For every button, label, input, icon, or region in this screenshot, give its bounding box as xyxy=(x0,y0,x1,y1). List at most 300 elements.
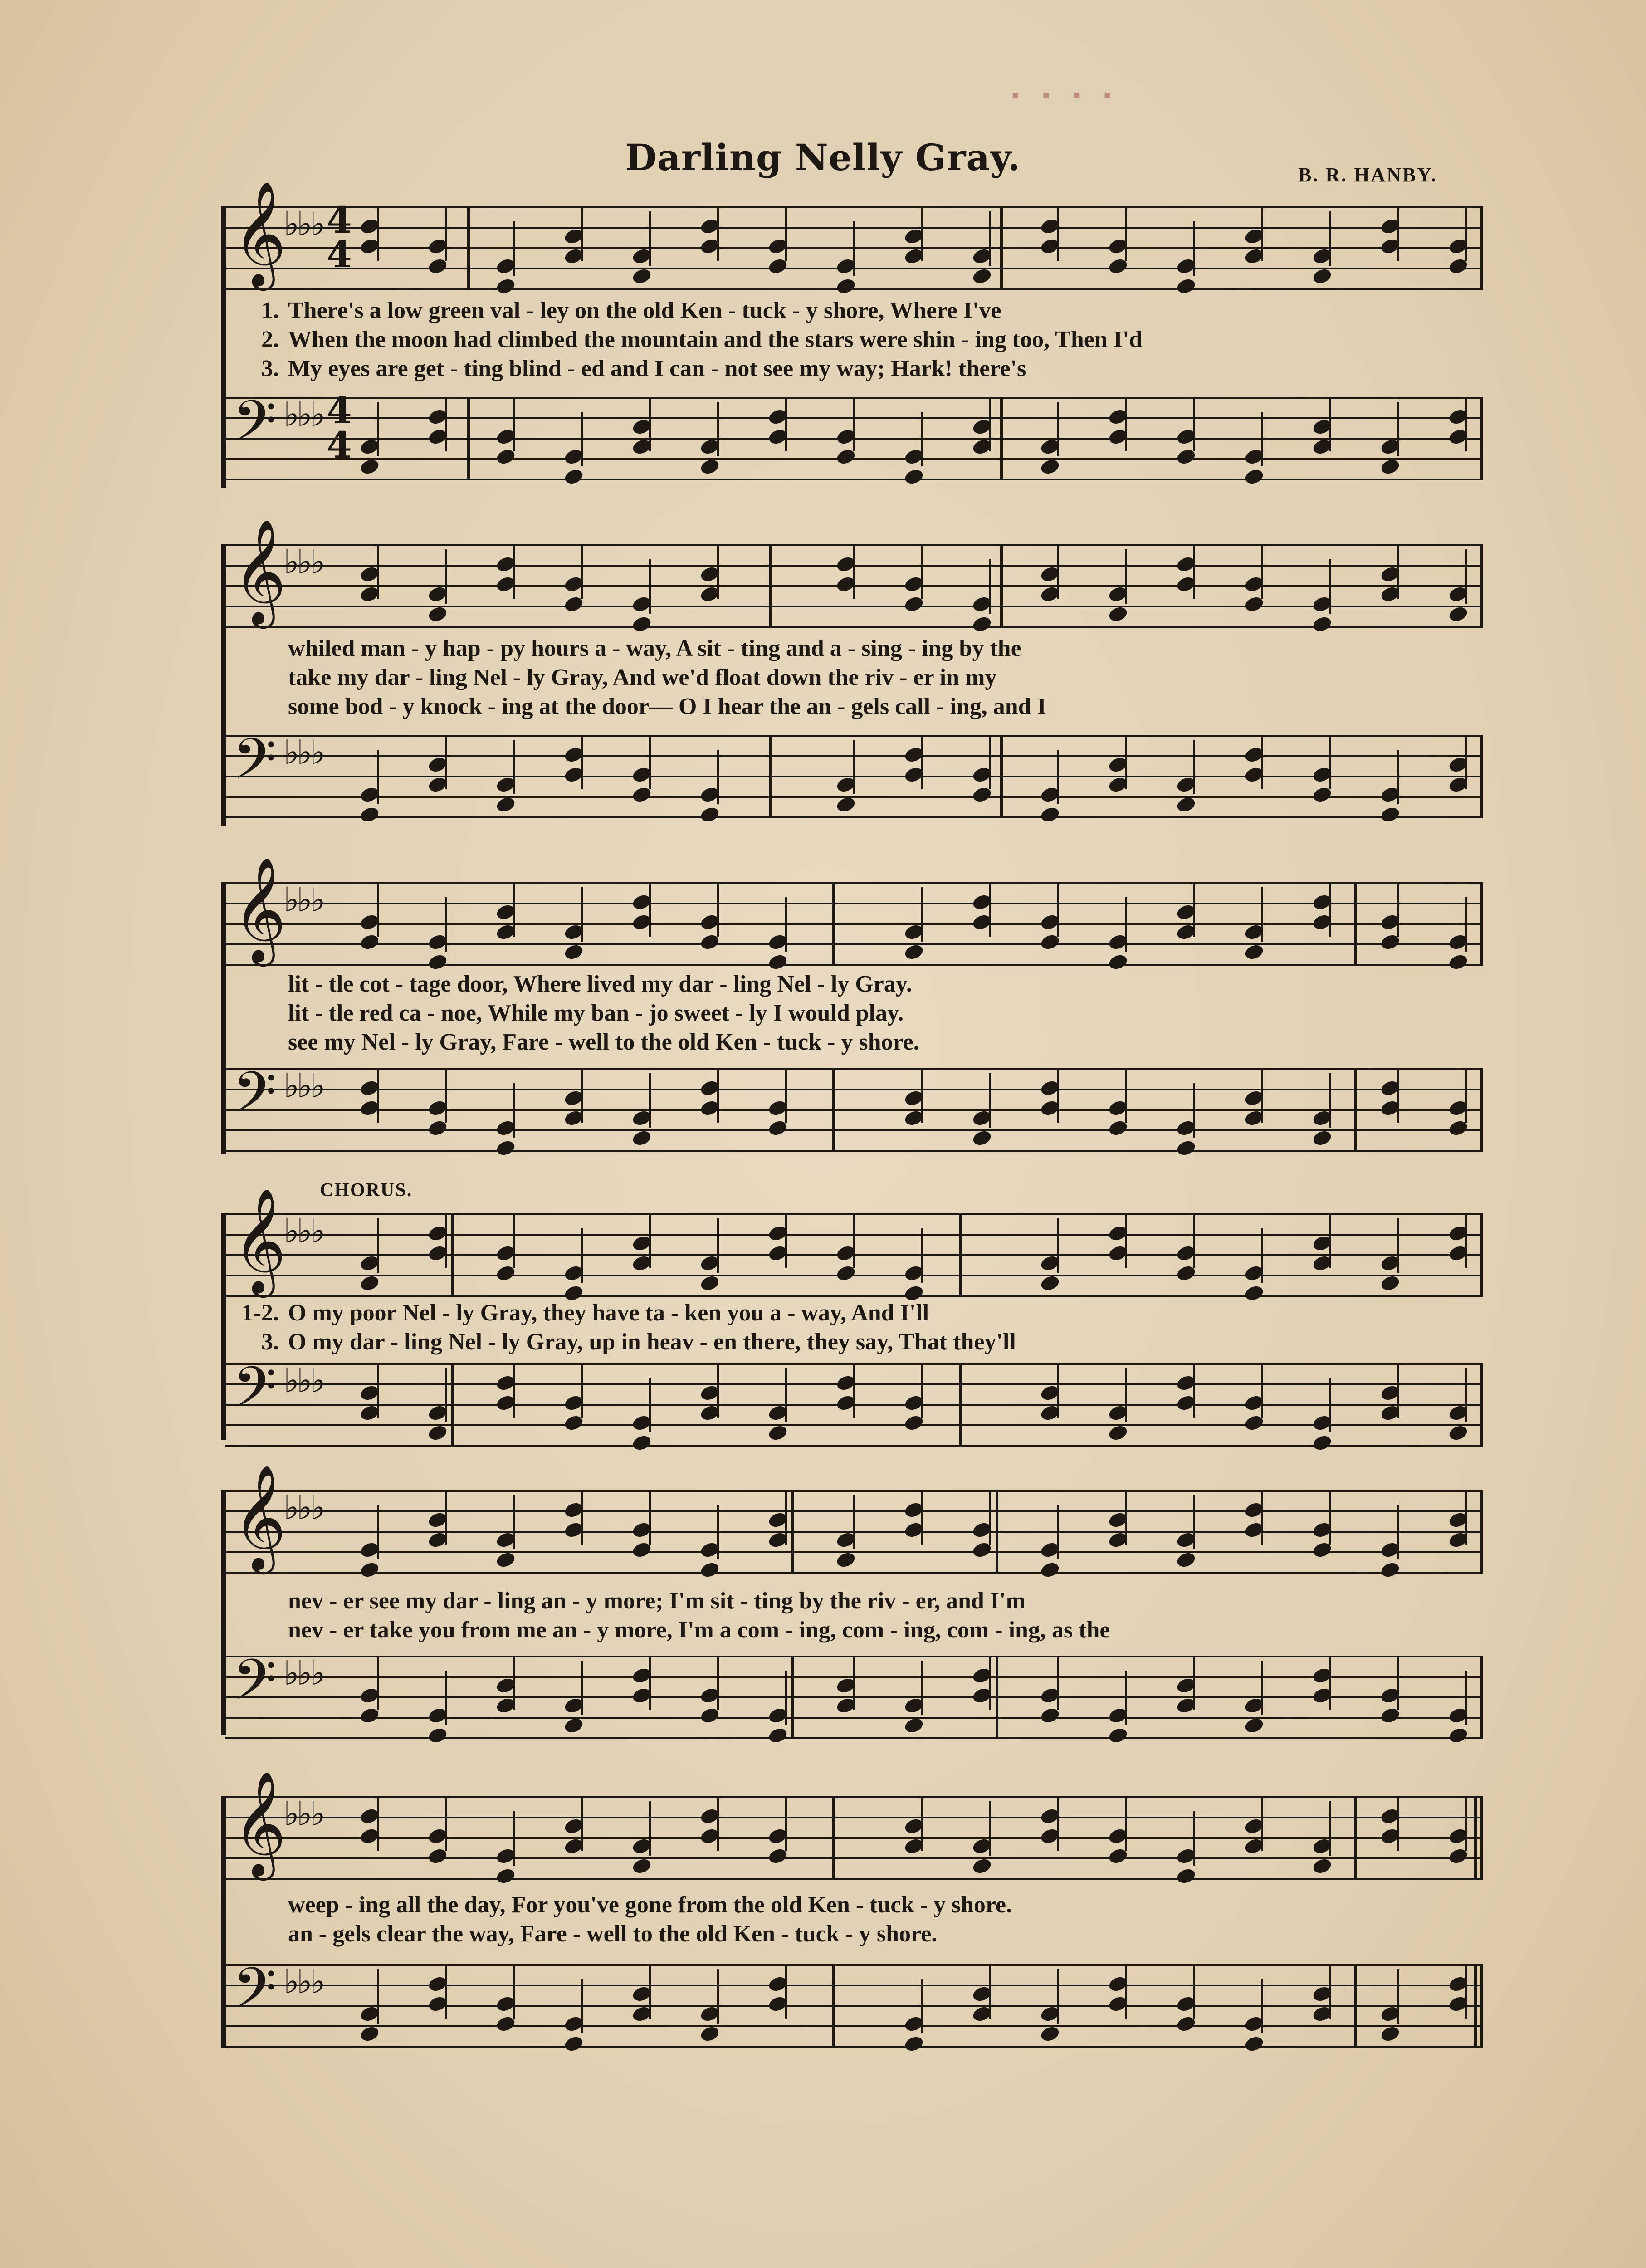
note-stem xyxy=(445,1964,447,2019)
song-title: Darling Nelly Gray. xyxy=(625,136,1021,179)
notehead xyxy=(903,943,925,962)
barline xyxy=(832,1796,835,1880)
note-stem xyxy=(1465,1964,1467,2019)
treble-clef-icon: 𝄞 xyxy=(233,1464,287,1570)
bass-staff xyxy=(225,1060,1483,1152)
note-stem xyxy=(1329,211,1331,266)
note-stem xyxy=(717,1505,719,1559)
note-stem xyxy=(649,735,651,789)
notehead xyxy=(699,1274,721,1293)
note-stem xyxy=(1193,1811,1195,1866)
bass-staff xyxy=(225,727,1483,818)
note-stem xyxy=(717,402,719,456)
barline xyxy=(1480,206,1483,290)
note-stem xyxy=(785,1368,787,1422)
faded-stamp-mark: ▪ ▪ ▪ ▪ xyxy=(1011,82,1120,108)
lyric-line: whiled man - y hap - py hours a - way, A sit - ting and a - sing - ing by the xyxy=(288,635,1021,661)
barline xyxy=(1354,1068,1357,1152)
barline xyxy=(1480,1213,1483,1297)
notehead xyxy=(767,1726,789,1745)
note-stem xyxy=(1057,1218,1059,1273)
note-stem xyxy=(649,1801,651,1856)
note-stem xyxy=(1397,1505,1399,1559)
note-stem xyxy=(1329,397,1331,451)
note-stem xyxy=(1397,750,1399,804)
barline xyxy=(791,1656,794,1739)
note-stem xyxy=(581,1979,583,2033)
final-barline xyxy=(1474,1964,1477,2048)
note-stem xyxy=(1397,1068,1399,1123)
note-stem xyxy=(377,882,379,937)
note-stem xyxy=(785,1213,787,1268)
notehead xyxy=(971,1129,993,1148)
notehead xyxy=(631,1857,653,1876)
key-signature-icon: ♭♭♭ xyxy=(283,1654,323,1693)
notehead xyxy=(359,806,381,824)
notehead xyxy=(835,796,857,814)
final-barline xyxy=(1480,1796,1483,1880)
key-signature-icon: ♭♭♭ xyxy=(283,543,323,582)
notehead xyxy=(495,1867,517,1886)
note-stem xyxy=(581,1796,583,1851)
notehead xyxy=(563,943,585,962)
notehead xyxy=(1447,1424,1469,1442)
note-stem xyxy=(853,1213,855,1268)
barline xyxy=(1000,397,1003,480)
notehead xyxy=(427,605,449,624)
treble-clef-icon: 𝄞 xyxy=(233,518,287,624)
barline xyxy=(467,206,470,290)
barline xyxy=(1354,1796,1357,1880)
note-stem xyxy=(921,1068,923,1123)
note-stem xyxy=(581,735,583,789)
note-stem xyxy=(445,549,447,604)
barline xyxy=(1000,544,1003,628)
notehead xyxy=(427,1424,449,1442)
note-stem xyxy=(989,559,991,614)
note-stem xyxy=(1261,1796,1263,1851)
note-stem xyxy=(717,1218,719,1273)
notehead xyxy=(1379,2025,1401,2043)
treble-staff xyxy=(225,856,1483,966)
note-stem xyxy=(1261,1068,1263,1123)
note-stem xyxy=(581,1363,583,1418)
note-stem xyxy=(1465,735,1467,789)
notehead xyxy=(1447,605,1469,624)
note-stem xyxy=(649,1073,651,1128)
composer-credit: B. R. HANBY. xyxy=(1298,164,1437,186)
notehead xyxy=(699,458,721,476)
note-stem xyxy=(921,1979,923,2033)
note-stem xyxy=(377,1796,379,1851)
note-stem xyxy=(445,1671,447,1725)
notehead xyxy=(359,1561,381,1579)
notehead xyxy=(1311,1857,1333,1876)
notehead xyxy=(1039,1561,1061,1579)
notehead xyxy=(359,2025,381,2043)
notehead xyxy=(1107,953,1129,972)
note-stem xyxy=(1193,544,1195,599)
notehead xyxy=(1379,1274,1401,1293)
barline xyxy=(1354,882,1357,966)
note-stem xyxy=(717,750,719,804)
barline xyxy=(1480,882,1483,966)
barline xyxy=(769,544,772,628)
note-stem xyxy=(1261,206,1263,261)
treble-clef-icon: 𝄞 xyxy=(233,856,287,962)
lyric-line: lit - tle cot - tage door, Where lived my dar - ling Nel - ly Gray. xyxy=(288,971,912,997)
note-stem xyxy=(513,1363,515,1418)
note-stem xyxy=(1261,1363,1263,1418)
treble-staff xyxy=(225,518,1483,628)
note-stem xyxy=(1057,750,1059,804)
note-stem xyxy=(377,1505,379,1559)
note-stem xyxy=(581,1228,583,1283)
note-stem xyxy=(717,1796,719,1851)
notehead xyxy=(1311,267,1333,286)
barline xyxy=(769,735,772,818)
treble-clef-icon: 𝄞 xyxy=(233,181,287,286)
note-stem xyxy=(1193,221,1195,276)
note-stem xyxy=(1465,549,1467,604)
barline xyxy=(959,1213,962,1297)
bass-staff xyxy=(225,389,1483,480)
key-signature-icon: ♭♭♭ xyxy=(283,1361,323,1400)
notehead xyxy=(1447,1726,1469,1745)
note-stem xyxy=(1261,1228,1263,1283)
lyric-line: 1-2. O my poor Nel - ly Gray, they have ta - ken you a - way, And I'll xyxy=(241,1300,929,1326)
notehead xyxy=(1243,2035,1265,2053)
note-stem xyxy=(717,1969,719,2024)
notehead xyxy=(631,267,653,286)
note-stem xyxy=(1057,882,1059,937)
bass-staff xyxy=(225,1355,1483,1447)
note-stem xyxy=(445,1368,447,1422)
barline xyxy=(832,1068,835,1152)
note-stem xyxy=(1397,1656,1399,1710)
notehead xyxy=(427,953,449,972)
note-stem xyxy=(1261,1979,1263,2033)
note-stem xyxy=(1057,206,1059,261)
note-stem xyxy=(989,1656,991,1710)
notehead xyxy=(1107,605,1129,624)
key-signature-icon: ♭♭♭ xyxy=(283,205,323,244)
notehead xyxy=(1039,1274,1061,1293)
note-stem xyxy=(513,1083,515,1138)
note-stem xyxy=(1397,402,1399,456)
barline xyxy=(467,397,470,480)
note-stem xyxy=(853,1363,855,1418)
notehead xyxy=(699,2025,721,2043)
note-stem xyxy=(581,412,583,466)
barline xyxy=(1480,1656,1483,1739)
note-stem xyxy=(921,1661,923,1715)
note-stem xyxy=(717,206,719,261)
notehead xyxy=(767,1424,789,1442)
note-stem xyxy=(1125,1213,1127,1268)
note-stem xyxy=(649,397,651,451)
key-signature-icon: ♭♭♭ xyxy=(283,880,323,919)
note-stem xyxy=(1057,1969,1059,2024)
note-stem xyxy=(1397,1218,1399,1273)
note-stem xyxy=(1397,1363,1399,1418)
note-stem xyxy=(921,1228,923,1283)
key-signature-icon: ♭♭♭ xyxy=(283,733,323,772)
note-stem xyxy=(989,735,991,789)
note-stem xyxy=(649,1656,651,1710)
note-stem xyxy=(513,1495,515,1549)
note-stem xyxy=(717,882,719,937)
note-stem xyxy=(581,206,583,261)
bass-staff xyxy=(225,1647,1483,1739)
note-stem xyxy=(513,1811,515,1866)
note-stem xyxy=(1261,735,1263,789)
note-stem xyxy=(649,1964,651,2019)
notehead xyxy=(495,277,517,296)
notehead xyxy=(359,1274,381,1293)
note-stem xyxy=(853,221,855,276)
notehead xyxy=(631,1434,653,1452)
lyric-line: some bod - y knock - ing at the door— O I hear the an - gels call - ing, and I xyxy=(288,694,1046,719)
notehead xyxy=(1039,806,1061,824)
note-stem xyxy=(921,887,923,942)
bass-clef-icon: 𝄢 xyxy=(233,389,277,468)
notehead xyxy=(495,796,517,814)
note-stem xyxy=(989,211,991,266)
note-stem xyxy=(581,1068,583,1123)
notehead xyxy=(1311,1129,1333,1148)
note-stem xyxy=(581,1661,583,1715)
note-stem xyxy=(649,559,651,614)
note-stem xyxy=(1465,1490,1467,1545)
key-signature-icon: ♭♭♭ xyxy=(283,1212,323,1251)
note-stem xyxy=(1397,544,1399,599)
note-stem xyxy=(445,206,447,261)
time-signature: 4 4 xyxy=(327,389,352,466)
note-stem xyxy=(853,1656,855,1710)
note-stem xyxy=(445,397,447,451)
note-stem xyxy=(1465,1213,1467,1268)
notehead xyxy=(1447,953,1469,972)
note-stem xyxy=(445,1068,447,1123)
notehead xyxy=(1039,458,1061,476)
notehead xyxy=(699,1561,721,1579)
note-stem xyxy=(853,740,855,794)
note-stem xyxy=(513,1964,515,2019)
note-stem xyxy=(513,397,515,451)
note-stem xyxy=(1125,397,1127,451)
notehead xyxy=(563,468,585,486)
note-stem xyxy=(1397,1796,1399,1851)
note-stem xyxy=(1125,549,1127,604)
note-stem xyxy=(717,1656,719,1710)
note-stem xyxy=(1397,882,1399,937)
notehead xyxy=(1311,1434,1333,1452)
note-stem xyxy=(1329,559,1331,614)
key-signature-icon: ♭♭♭ xyxy=(283,1066,323,1105)
note-stem xyxy=(921,1490,923,1545)
treble-clef-icon: 𝄞 xyxy=(233,1770,287,1876)
note-stem xyxy=(921,1363,923,1418)
notehead xyxy=(1243,943,1265,962)
note-stem xyxy=(513,882,515,937)
note-stem xyxy=(513,1213,515,1268)
note-stem xyxy=(1261,1661,1263,1715)
note-stem xyxy=(1465,1796,1467,1851)
lyric-line: 3. O my dar - ling Nel - ly Gray, up in heav - en there, they say, That they'll xyxy=(261,1329,1016,1355)
note-stem xyxy=(1329,1964,1331,2019)
note-stem xyxy=(377,544,379,599)
barline xyxy=(1480,1068,1483,1152)
note-stem xyxy=(1057,1363,1059,1418)
note-stem xyxy=(377,206,379,261)
bass-clef-icon: 𝄢 xyxy=(233,727,277,806)
note-stem xyxy=(717,1363,719,1418)
note-stem xyxy=(445,1796,447,1851)
note-stem xyxy=(785,1490,787,1545)
notehead xyxy=(971,615,993,634)
note-stem xyxy=(1261,412,1263,466)
barline xyxy=(996,1656,998,1739)
note-stem xyxy=(1465,1368,1467,1422)
note-stem xyxy=(989,1964,991,2019)
note-stem xyxy=(1057,1505,1059,1559)
barline xyxy=(996,1490,998,1574)
note-stem xyxy=(1125,1671,1127,1725)
note-stem xyxy=(1193,1964,1195,2019)
note-stem xyxy=(377,1068,379,1123)
note-stem xyxy=(921,735,923,789)
notehead xyxy=(699,806,721,824)
note-stem xyxy=(1057,544,1059,599)
note-stem xyxy=(377,1969,379,2024)
barline xyxy=(832,1964,835,2048)
note-stem xyxy=(853,1495,855,1549)
notehead xyxy=(1107,1424,1129,1442)
notehead xyxy=(835,1551,857,1569)
notehead xyxy=(1311,615,1333,634)
notehead xyxy=(495,1139,517,1158)
note-stem xyxy=(1329,1213,1331,1268)
note-stem xyxy=(1465,897,1467,952)
note-stem xyxy=(445,1490,447,1545)
barline xyxy=(451,1363,454,1447)
note-stem xyxy=(513,1656,515,1710)
note-stem xyxy=(921,206,923,261)
note-stem xyxy=(1397,1969,1399,2024)
notehead xyxy=(1175,1551,1197,1569)
note-stem xyxy=(445,735,447,789)
note-stem xyxy=(853,397,855,451)
notehead xyxy=(1175,277,1197,296)
note-stem xyxy=(377,750,379,804)
note-stem xyxy=(1329,1801,1331,1856)
barline xyxy=(1480,1363,1483,1447)
note-stem xyxy=(581,887,583,942)
note-stem xyxy=(785,206,787,261)
note-stem xyxy=(1329,1073,1331,1128)
note-stem xyxy=(1465,206,1467,261)
note-stem xyxy=(1125,1964,1127,2019)
note-stem xyxy=(377,402,379,456)
time-signature: 4 4 xyxy=(327,199,352,276)
note-stem xyxy=(581,1490,583,1545)
treble-staff xyxy=(225,1464,1483,1574)
lyric-line: an - gels clear the way, Fare - well to the old Ken - tuck - y shore. xyxy=(288,1921,938,1947)
note-stem xyxy=(921,544,923,599)
note-stem xyxy=(1193,1495,1195,1549)
bass-clef-icon: 𝄢 xyxy=(233,1060,277,1139)
key-signature-icon: ♭♭♭ xyxy=(283,1794,323,1833)
note-stem xyxy=(377,1656,379,1710)
notehead xyxy=(631,615,653,634)
note-stem xyxy=(581,544,583,599)
note-stem xyxy=(649,1490,651,1545)
key-signature-icon: ♭♭♭ xyxy=(283,1962,323,2001)
note-stem xyxy=(1329,735,1331,789)
barline xyxy=(1480,397,1483,480)
note-stem xyxy=(785,897,787,952)
notehead xyxy=(1379,1561,1401,1579)
note-stem xyxy=(445,1213,447,1268)
bass-clef-icon: 𝄢 xyxy=(233,1956,277,2035)
lyric-line: take my dar - ling Nel - ly Gray, And we'd float down the riv - er in my xyxy=(288,665,997,690)
notehead xyxy=(1379,458,1401,476)
lyric-line: 2. When the moon had climbed the mountain and the stars were shin - ing too, Then I'd xyxy=(261,327,1143,352)
note-stem xyxy=(1057,1796,1059,1851)
lyric-line: weep - ing all the day, For you've gone from the old Ken - tuck - y shore. xyxy=(288,1892,1012,1918)
note-stem xyxy=(649,882,651,937)
note-stem xyxy=(989,882,991,937)
barline xyxy=(1000,735,1003,818)
note-stem xyxy=(1329,1490,1331,1545)
treble-clef-icon: 𝄞 xyxy=(233,1188,287,1293)
note-stem xyxy=(1261,544,1263,599)
note-stem xyxy=(1193,1656,1195,1710)
note-stem xyxy=(921,1796,923,1851)
bass-clef-icon: 𝄢 xyxy=(233,1355,277,1434)
notehead xyxy=(1243,1716,1265,1735)
final-barline xyxy=(1474,1796,1477,1880)
note-stem xyxy=(1261,1490,1263,1545)
key-signature-icon: ♭♭♭ xyxy=(283,1488,323,1527)
notehead xyxy=(1175,796,1197,814)
notehead xyxy=(427,1726,449,1745)
bass-clef-icon: 𝄢 xyxy=(233,1647,277,1726)
note-stem xyxy=(1193,740,1195,794)
barline xyxy=(832,882,835,966)
note-stem xyxy=(377,1218,379,1273)
note-stem xyxy=(1125,897,1127,952)
barline xyxy=(1480,735,1483,818)
note-stem xyxy=(649,211,651,266)
note-stem xyxy=(1193,882,1195,937)
lyric-line: lit - tle red ca - noe, While my ban - jo sweet - ly I would play. xyxy=(288,1000,904,1026)
notehead xyxy=(1107,1726,1129,1745)
note-stem xyxy=(717,1068,719,1123)
barline xyxy=(1354,1964,1357,2048)
note-stem xyxy=(1125,735,1127,789)
barline xyxy=(451,1213,454,1297)
notehead xyxy=(563,2035,585,2053)
lyric-line: 1. There's a low green val - ley on the old Ken - tuck - y shore, Where I've xyxy=(261,298,1001,323)
note-stem xyxy=(1193,397,1195,451)
barline xyxy=(1000,206,1003,290)
final-barline xyxy=(1480,1964,1483,2048)
notehead xyxy=(903,2035,925,2053)
lyric-line: nev - er see my dar - ling an - y more; I'm sit - ting by the riv - er, and I'm xyxy=(288,1588,1026,1614)
barline xyxy=(1480,1490,1483,1574)
